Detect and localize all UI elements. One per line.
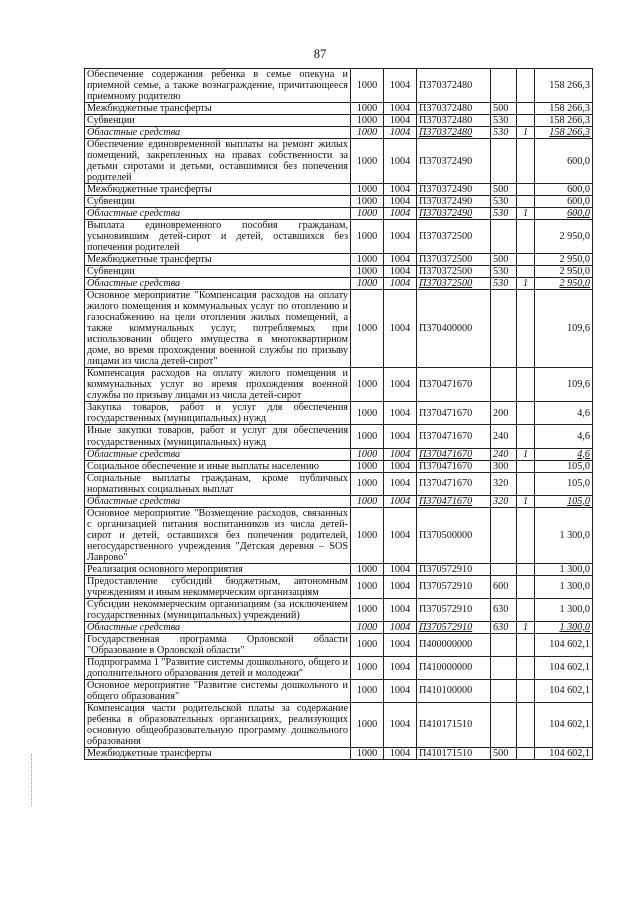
row-target-code: П370372490	[417, 196, 491, 208]
row-subsection: 1004	[384, 196, 417, 208]
row-amount: 4,6	[535, 425, 593, 448]
row-funding-source	[517, 633, 535, 656]
table-row	[85, 575, 593, 598]
row-name: Закупка товаров, работ и услуг для обеспечения государственных (муниципальных) нужд	[85, 402, 351, 425]
row-name: Субсидии некоммерческим организациям (за исключением государственных (муниципальных) учреждений)	[85, 598, 351, 621]
row-amount: 600,0	[535, 184, 593, 196]
row-funding-source	[517, 402, 535, 425]
row-target-code: П370372490	[417, 184, 491, 196]
row-amount: 104 602,1	[535, 656, 593, 679]
row-target-code: П400000000	[417, 633, 491, 656]
row-expense-type: 320	[491, 472, 517, 495]
table-row	[85, 127, 593, 139]
row-section: 1000	[351, 368, 384, 402]
row-target-code: П370400000	[417, 290, 491, 368]
row-section: 1000	[351, 679, 384, 702]
row-amount: 4,6	[535, 402, 593, 425]
row-name: Основное мероприятие "Развитие системы дошкольного и общего образования"	[85, 679, 351, 702]
row-target-code: П370572910	[417, 563, 491, 575]
row-amount: 600,0	[535, 208, 593, 220]
row-name: Выплата единовременного пособия гражданам, усыновившим детей-сирот и детей, оставшихся без попечения родителей	[85, 220, 351, 254]
row-subsection: 1004	[384, 254, 417, 266]
table-row	[85, 633, 593, 656]
row-subsection: 1004	[384, 575, 417, 598]
table-row	[85, 290, 593, 368]
row-funding-source: 1	[517, 208, 535, 220]
row-subsection: 1004	[384, 368, 417, 402]
row-expense-type: 500	[491, 184, 517, 196]
row-amount: 2 950,0	[535, 266, 593, 278]
row-target-code: П370372480	[417, 103, 491, 115]
row-amount: 158 266,3	[535, 103, 593, 115]
row-subsection: 1004	[384, 679, 417, 702]
row-target-code: П370572910	[417, 621, 491, 633]
table-row	[85, 103, 593, 115]
row-expense-type: 530	[491, 278, 517, 290]
table-row	[85, 266, 593, 278]
row-funding-source	[517, 290, 535, 368]
table-row	[85, 507, 593, 563]
row-subsection: 1004	[384, 127, 417, 139]
row-funding-source: 1	[517, 278, 535, 290]
row-section: 1000	[351, 656, 384, 679]
row-subsection: 1004	[384, 208, 417, 220]
row-target-code: П410171510	[417, 747, 491, 759]
row-expense-type: 320	[491, 495, 517, 507]
row-expense-type: 630	[491, 621, 517, 633]
row-name: Обеспечение единовременной выплаты на ремонт жилых помещений, закрепленных на правах собственности за детьми сиротами и детьми, оставшимися без попечения родителей	[85, 139, 351, 184]
row-amount: 1 300,0	[535, 598, 593, 621]
row-funding-source	[517, 656, 535, 679]
row-target-code: П410171510	[417, 702, 491, 747]
row-funding-source	[517, 115, 535, 127]
row-funding-source	[517, 103, 535, 115]
table-row	[85, 368, 593, 402]
row-subsection: 1004	[384, 507, 417, 563]
row-target-code: П370572910	[417, 575, 491, 598]
table-row	[85, 495, 593, 507]
row-name: Подпрограмма 1 "Развитие системы дошкольного, общего и дополнительного образования детей и молодежи"	[85, 656, 351, 679]
row-subsection: 1004	[384, 278, 417, 290]
row-section: 1000	[351, 278, 384, 290]
row-section: 1000	[351, 69, 384, 103]
row-funding-source	[517, 220, 535, 254]
row-subsection: 1004	[384, 747, 417, 759]
row-expense-type: 240	[491, 448, 517, 460]
row-amount: 1 300,0	[535, 621, 593, 633]
row-expense-type	[491, 220, 517, 254]
row-amount: 1 300,0	[535, 507, 593, 563]
row-amount: 158 266,3	[535, 127, 593, 139]
row-subsection: 1004	[384, 266, 417, 278]
row-section: 1000	[351, 472, 384, 495]
row-target-code: П370471670	[417, 460, 491, 472]
row-name: Межбюджетные трансферты	[85, 254, 351, 266]
row-amount: 104 602,1	[535, 702, 593, 747]
table-row	[85, 69, 593, 103]
row-amount: 109,6	[535, 290, 593, 368]
row-target-code: П370500000	[417, 507, 491, 563]
row-expense-type: 530	[491, 115, 517, 127]
table-row	[85, 254, 593, 266]
table-row	[85, 220, 593, 254]
row-subsection: 1004	[384, 69, 417, 103]
row-funding-source	[517, 563, 535, 575]
row-section: 1000	[351, 208, 384, 220]
row-expense-type	[491, 368, 517, 402]
row-target-code: П370372500	[417, 220, 491, 254]
row-target-code: П410100000	[417, 679, 491, 702]
row-amount: 104 602,1	[535, 633, 593, 656]
row-name: Областные средства	[85, 495, 351, 507]
row-expense-type	[491, 290, 517, 368]
row-amount: 105,0	[535, 495, 593, 507]
table-row	[85, 278, 593, 290]
row-amount: 104 602,1	[535, 679, 593, 702]
row-target-code: П370372500	[417, 278, 491, 290]
row-name: Реализация основного мероприятия	[85, 563, 351, 575]
row-funding-source	[517, 747, 535, 759]
row-section: 1000	[351, 448, 384, 460]
table-row	[85, 702, 593, 747]
row-expense-type: 500	[491, 747, 517, 759]
table-row	[85, 208, 593, 220]
row-expense-type: 530	[491, 196, 517, 208]
row-amount: 2 950,0	[535, 254, 593, 266]
row-target-code: П370471670	[417, 425, 491, 448]
row-section: 1000	[351, 115, 384, 127]
row-funding-source: 1	[517, 448, 535, 460]
row-subsection: 1004	[384, 425, 417, 448]
row-subsection: 1004	[384, 598, 417, 621]
row-subsection: 1004	[384, 702, 417, 747]
table-row	[85, 425, 593, 448]
table-row	[85, 472, 593, 495]
row-amount: 105,0	[535, 460, 593, 472]
row-name: Межбюджетные трансферты	[85, 747, 351, 759]
row-target-code: П370471670	[417, 368, 491, 402]
row-expense-type: 530	[491, 208, 517, 220]
row-section: 1000	[351, 196, 384, 208]
row-subsection: 1004	[384, 402, 417, 425]
row-name: Иные закупки товаров, работ и услуг для обеспечения государственных (муниципальных) нужд	[85, 425, 351, 448]
row-name: Предоставление субсидий бюджетным, автономным учреждениям и иным некоммерческим организациям	[85, 575, 351, 598]
row-funding-source: 1	[517, 621, 535, 633]
row-expense-type: 600	[491, 575, 517, 598]
row-subsection: 1004	[384, 460, 417, 472]
row-name: Основное мероприятие "Компенсация расходов на оплату жилого помещения и коммунальных услуг по отоплению и газоснабжению на цели отопления жилых помещений, а также коммунальных услуг, потребляемых при использовании общего имущества в многоквартирном доме, во время прохождения военной службы по призыву лицами из числа детей-сирот"	[85, 290, 351, 368]
row-expense-type	[491, 507, 517, 563]
row-funding-source	[517, 702, 535, 747]
table-row	[85, 115, 593, 127]
row-target-code: П370372480	[417, 69, 491, 103]
row-name: Социальное обеспечение и иные выплаты населению	[85, 460, 351, 472]
row-target-code: П370471670	[417, 448, 491, 460]
row-section: 1000	[351, 425, 384, 448]
row-name: Областные средства	[85, 621, 351, 633]
row-expense-type: 500	[491, 254, 517, 266]
row-expense-type	[491, 139, 517, 184]
row-section: 1000	[351, 633, 384, 656]
budget-table-body	[85, 69, 593, 760]
row-funding-source	[517, 598, 535, 621]
row-subsection: 1004	[384, 290, 417, 368]
table-row	[85, 563, 593, 575]
row-section: 1000	[351, 254, 384, 266]
row-amount: 4,6	[535, 448, 593, 460]
row-section: 1000	[351, 266, 384, 278]
row-target-code: П370372500	[417, 254, 491, 266]
row-funding-source	[517, 425, 535, 448]
row-name: Областные средства	[85, 278, 351, 290]
row-subsection: 1004	[384, 656, 417, 679]
row-subsection: 1004	[384, 495, 417, 507]
table-row	[85, 196, 593, 208]
row-subsection: 1004	[384, 633, 417, 656]
row-name: Обеспечение содержания ребенка в семье опекуна и приемной семье, а также вознаграждение, причитающееся приемному родителю	[85, 69, 351, 103]
row-funding-source	[517, 196, 535, 208]
row-amount: 1 300,0	[535, 575, 593, 598]
row-name: Компенсация части родительской платы за содержание ребенка в образовательных организациях, реализующих основную общеобразовательную программу дошкольного образования	[85, 702, 351, 747]
row-amount: 104 602,1	[535, 747, 593, 759]
row-funding-source	[517, 679, 535, 702]
row-expense-type	[491, 69, 517, 103]
row-section: 1000	[351, 460, 384, 472]
row-funding-source	[517, 460, 535, 472]
table-row	[85, 448, 593, 460]
row-amount: 105,0	[535, 472, 593, 495]
row-name: Межбюджетные трансферты	[85, 103, 351, 115]
row-subsection: 1004	[384, 184, 417, 196]
row-target-code: П370372480	[417, 115, 491, 127]
row-name: Областные средства	[85, 127, 351, 139]
row-subsection: 1004	[384, 139, 417, 184]
row-section: 1000	[351, 598, 384, 621]
row-subsection: 1004	[384, 472, 417, 495]
row-expense-type	[491, 563, 517, 575]
row-funding-source	[517, 139, 535, 184]
row-section: 1000	[351, 563, 384, 575]
row-name: Областные средства	[85, 208, 351, 220]
row-funding-source	[517, 266, 535, 278]
row-expense-type	[491, 656, 517, 679]
row-target-code: П370471670	[417, 495, 491, 507]
margin-mark	[31, 754, 33, 806]
row-expense-type: 300	[491, 460, 517, 472]
table-row	[85, 656, 593, 679]
row-name: Областные средства	[85, 448, 351, 460]
row-amount: 2 950,0	[535, 220, 593, 254]
row-name: Основное мероприятие "Возмещение расходов, связанных с организацией питания воспитанников из числа детей-сирот и детей, оставшихся без попечения родителей, негосударственного учреждения "Детская деревня – SOS Лаврово"	[85, 507, 351, 563]
row-target-code: П370372480	[417, 127, 491, 139]
row-name: Субвенции	[85, 196, 351, 208]
row-section: 1000	[351, 507, 384, 563]
table-row	[85, 598, 593, 621]
row-expense-type	[491, 633, 517, 656]
row-name: Социальные выплаты гражданам, кроме публичных нормативных социальных выплат	[85, 472, 351, 495]
row-funding-source	[517, 368, 535, 402]
budget-table	[84, 68, 593, 760]
table-row	[85, 747, 593, 759]
row-funding-source	[517, 507, 535, 563]
row-target-code: П370372490	[417, 208, 491, 220]
row-section: 1000	[351, 495, 384, 507]
row-section: 1000	[351, 103, 384, 115]
row-amount: 600,0	[535, 196, 593, 208]
row-target-code: П370372500	[417, 266, 491, 278]
row-subsection: 1004	[384, 621, 417, 633]
row-funding-source	[517, 184, 535, 196]
row-subsection: 1004	[384, 220, 417, 254]
row-section: 1000	[351, 220, 384, 254]
row-section: 1000	[351, 127, 384, 139]
table-row	[85, 184, 593, 196]
row-expense-type: 240	[491, 425, 517, 448]
row-target-code: П370572910	[417, 598, 491, 621]
row-funding-source	[517, 472, 535, 495]
row-name: Межбюджетные трансферты	[85, 184, 351, 196]
row-section: 1000	[351, 402, 384, 425]
row-amount: 158 266,3	[535, 69, 593, 103]
row-funding-source	[517, 69, 535, 103]
row-section: 1000	[351, 184, 384, 196]
row-expense-type	[491, 679, 517, 702]
row-expense-type: 530	[491, 266, 517, 278]
row-name: Субвенции	[85, 115, 351, 127]
table-row	[85, 402, 593, 425]
row-section: 1000	[351, 139, 384, 184]
row-subsection: 1004	[384, 563, 417, 575]
row-funding-source	[517, 254, 535, 266]
row-section: 1000	[351, 621, 384, 633]
row-expense-type: 630	[491, 598, 517, 621]
row-amount: 1 300,0	[535, 563, 593, 575]
row-amount: 600,0	[535, 139, 593, 184]
row-name: Государственная программа Орловской области "Образование в Орловской области"	[85, 633, 351, 656]
table-row	[85, 460, 593, 472]
row-target-code: П370372490	[417, 139, 491, 184]
row-amount: 2 950,0	[535, 278, 593, 290]
row-subsection: 1004	[384, 115, 417, 127]
row-section: 1000	[351, 575, 384, 598]
row-section: 1000	[351, 747, 384, 759]
row-expense-type: 200	[491, 402, 517, 425]
row-expense-type: 530	[491, 127, 517, 139]
row-expense-type: 500	[491, 103, 517, 115]
row-expense-type	[491, 702, 517, 747]
row-name: Субвенции	[85, 266, 351, 278]
row-amount: 109,6	[535, 368, 593, 402]
row-funding-source	[517, 575, 535, 598]
row-subsection: 1004	[384, 103, 417, 115]
row-target-code: П410000000	[417, 656, 491, 679]
row-target-code: П370471670	[417, 402, 491, 425]
row-name: Компенсация расходов на оплату жилого помещения и коммунальных услуг во время прохождения военной службы по призыву лицами из числа детей-сирот	[85, 368, 351, 402]
row-section: 1000	[351, 290, 384, 368]
row-section: 1000	[351, 702, 384, 747]
row-target-code: П370471670	[417, 472, 491, 495]
row-amount: 158 266,3	[535, 115, 593, 127]
table-row	[85, 621, 593, 633]
row-funding-source: 1	[517, 495, 535, 507]
row-subsection: 1004	[384, 448, 417, 460]
table-row	[85, 139, 593, 184]
table-row	[85, 679, 593, 702]
page-number: 87	[313, 47, 327, 61]
row-funding-source: 1	[517, 127, 535, 139]
